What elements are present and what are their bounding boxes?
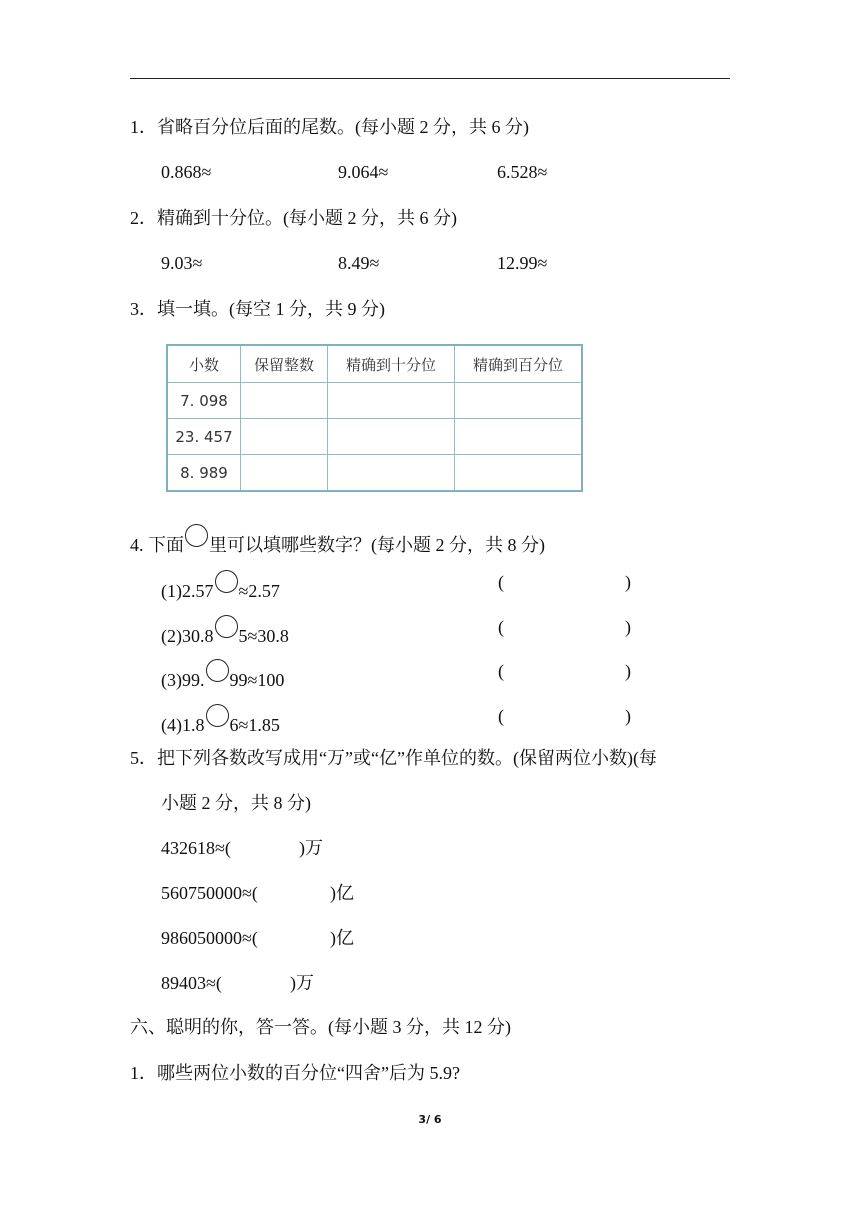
answer-paren-close: ) bbox=[625, 617, 631, 637]
blank-circle-icon[interactable] bbox=[215, 615, 238, 638]
q5-item-2-num: 560750000≈( bbox=[161, 883, 258, 903]
answer-paren-open: ( bbox=[498, 706, 504, 726]
q4-item-text: 5≈30.8 bbox=[238, 626, 289, 646]
q2-item-2: 8.49≈ bbox=[338, 253, 380, 273]
q1-item-3: 6.528≈ bbox=[497, 162, 548, 182]
section6-heading: 六、聪明的你，答一答。(每小题 3 分，共 12 分) bbox=[130, 1017, 511, 1037]
answer-paren-open: ( bbox=[498, 661, 504, 681]
blank-circle-icon[interactable] bbox=[215, 570, 238, 593]
q4-item-text: 99≈100 bbox=[229, 670, 285, 690]
table-header-cell: 精确到十分位 bbox=[328, 345, 455, 383]
q5-item-3-num: 986050000≈( bbox=[161, 928, 258, 948]
q5-item-1-unit: )万 bbox=[299, 838, 323, 858]
table-header-cell: 小数 bbox=[167, 345, 241, 383]
q4-heading-post: 里可以填哪些数字？(每小题 2 分，共 8 分) bbox=[209, 535, 545, 555]
table-header-row bbox=[167, 345, 582, 383]
q2-item-1: 9.03≈ bbox=[161, 253, 203, 273]
answer-cell[interactable] bbox=[241, 419, 328, 455]
answer-cell[interactable] bbox=[455, 455, 583, 492]
q1-item-1: 0.868≈ bbox=[161, 162, 212, 182]
q5-item-4-unit: )万 bbox=[290, 973, 314, 993]
table-row-label: 8. 989 bbox=[167, 455, 241, 492]
q4-heading-pre: 4. 下面 bbox=[130, 535, 184, 555]
q4-item-text: ≈2.57 bbox=[238, 581, 280, 601]
answer-cell[interactable] bbox=[455, 383, 583, 419]
q3-heading: 3．填一填。(每空 1 分，共 9 分) bbox=[130, 299, 385, 319]
q5-heading-line2: 小题 2 分，共 8 分) bbox=[161, 793, 311, 813]
table-row-label: 23. 457 bbox=[167, 419, 241, 455]
q4-item-text: 6≈1.85 bbox=[229, 715, 280, 735]
page-number: 3/ 6 bbox=[418, 1113, 442, 1126]
blank-circle-icon[interactable] bbox=[206, 704, 229, 727]
q4-heading bbox=[130, 524, 545, 557]
q4-item-4 bbox=[161, 704, 280, 737]
q4-item-3 bbox=[161, 659, 284, 692]
blank-circle-icon[interactable] bbox=[206, 659, 229, 682]
q4-item-2 bbox=[161, 615, 289, 648]
answer-paren-close: ) bbox=[625, 661, 631, 681]
q2-heading: 2．精确到十分位。(每小题 2 分，共 6 分) bbox=[130, 208, 457, 228]
q4-item-1 bbox=[161, 570, 280, 603]
rounding-table bbox=[166, 344, 583, 492]
q1-heading: 1．省略百分位后面的尾数。(每小题 2 分，共 6 分) bbox=[130, 117, 529, 137]
table-header-cell: 保留整数 bbox=[241, 345, 328, 383]
answer-cell[interactable] bbox=[241, 455, 328, 492]
answer-cell[interactable] bbox=[241, 383, 328, 419]
answer-cell[interactable] bbox=[328, 419, 455, 455]
q5-heading-line1: 5．把下列各数改写成用“万”或“亿”作单位的数。(保留两位小数)(每 bbox=[130, 748, 657, 768]
answer-paren-open: ( bbox=[498, 617, 504, 637]
q1-item-2: 9.064≈ bbox=[338, 162, 389, 182]
answer-cell[interactable] bbox=[455, 419, 583, 455]
q5-item-1-num: 432618≈( bbox=[161, 838, 231, 858]
blank-circle-icon bbox=[185, 524, 208, 547]
q5-item-2-unit: )亿 bbox=[330, 883, 354, 903]
table-row bbox=[167, 455, 582, 492]
q4-item-text: (3)99. bbox=[161, 670, 205, 690]
q5-item-4-num: 89403≈( bbox=[161, 973, 222, 993]
answer-paren-open: ( bbox=[498, 572, 504, 592]
answer-paren-close: ) bbox=[625, 572, 631, 592]
table-row bbox=[167, 419, 582, 455]
q4-item-text: (4)1.8 bbox=[161, 715, 205, 735]
table-row bbox=[167, 383, 582, 419]
q2-item-3: 12.99≈ bbox=[497, 253, 548, 273]
answer-paren-close: ) bbox=[625, 706, 631, 726]
top-rule bbox=[130, 78, 730, 79]
q4-item-text: (1)2.57 bbox=[161, 581, 214, 601]
section6-q1: 1．哪些两位小数的百分位“四舍”后为 5.9? bbox=[130, 1063, 460, 1083]
q5-item-3-unit: )亿 bbox=[330, 928, 354, 948]
q4-item-text: (2)30.8 bbox=[161, 626, 214, 646]
table-header-cell: 精确到百分位 bbox=[455, 345, 583, 383]
answer-cell[interactable] bbox=[328, 455, 455, 492]
answer-cell[interactable] bbox=[328, 383, 455, 419]
table-row-label: 7. 098 bbox=[167, 383, 241, 419]
